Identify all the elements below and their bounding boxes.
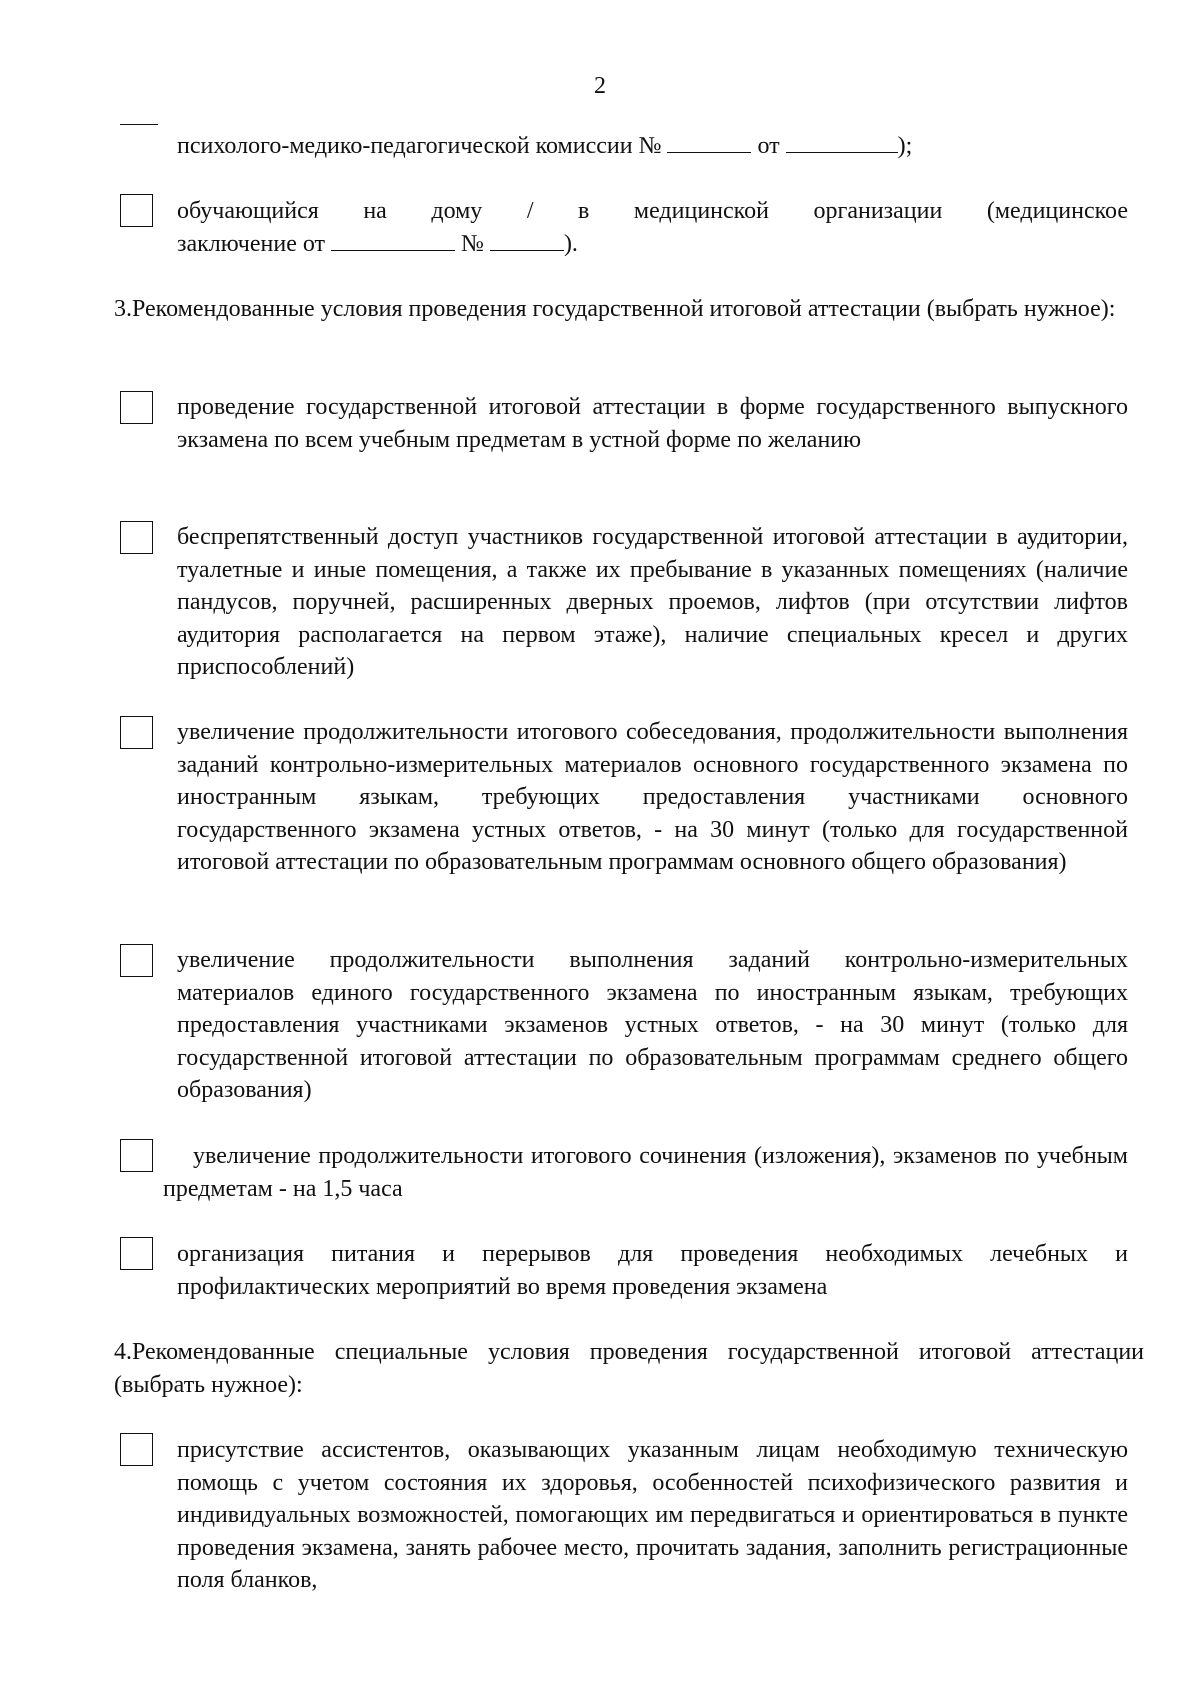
s3-item-5: увеличение продолжительности итогового сочинения (изложения), экзаменов по учебным предметам - на 1,5 часа <box>163 1143 1128 1202</box>
commission-line <box>177 130 1128 163</box>
s3-item-6: организация питания и перерывов для проведения необходимых лечебных и профилактических мероприятий во время проведения экзамена <box>177 1241 1128 1300</box>
commission-close-text: ); <box>897 133 913 159</box>
s3-item-1: проведение государственной итоговой аттестации в форме государственного выпускного экзамена по всем учебным предметам в устной форме по желанию <box>177 394 1128 453</box>
conclusion-date-blank[interactable] <box>331 228 455 251</box>
home-text-line2 <box>177 228 1128 261</box>
s3-checkbox-5[interactable] <box>120 1139 153 1172</box>
page-number: 2 <box>594 73 606 99</box>
s4-checkbox-1[interactable] <box>120 1433 153 1466</box>
conclusion-close-text: ). <box>563 230 578 257</box>
conclusion-number-blank[interactable] <box>490 228 564 251</box>
section3-heading: 3.Рекомендованные условия проведения государственной итоговой аттестации (выбрать нужное): <box>114 296 1116 322</box>
dash-marker <box>120 124 158 125</box>
commission-from-label: от <box>757 133 780 159</box>
s3-item-3: увеличение продолжительности итогового собеседования, продолжительности выполнения заданий контрольно-измерительных материалов основного государственного экзамена по иностранным языкам, требующих предоставления участниками основного государственного экзамена устных ответов, - на 30 минут (только для государственной итоговой аттестации по образовательным программам основного общего образования) <box>177 719 1128 875</box>
s3-checkbox-1[interactable] <box>120 391 153 424</box>
s3-item-2: беспрепятственный доступ участников государственной итоговой аттестации в аудитории, туалетные и иные помещения, а также их пребывание в указанных помещениях (наличие пандусов, поручней, расширенных дверных проемов, лифтов (при отсутствии лифтов аудитория располагается на первом этаже), наличие специальных кресел и других приспособлений) <box>177 524 1128 680</box>
s4-item-1: присутствие ассистентов, оказывающих указанным лицам необходимую техническую помощь с учетом состояния их здоровья, особенностей психофизического развития и индивидуальных возможностей, помогающих им передвигаться и ориентироваться в пункте проведения экзамена, занять рабочее место, прочитать задания, заполнить регистрационные поля бланков, <box>177 1437 1128 1593</box>
conclusion-label: заключение от <box>177 230 326 257</box>
home-checkbox[interactable] <box>120 194 153 227</box>
s3-checkbox-3[interactable] <box>120 716 153 749</box>
home-item <box>177 195 1128 260</box>
commission-text: психолого-медико-педагогической комиссии № <box>177 133 662 159</box>
s3-checkbox-6[interactable] <box>120 1237 153 1270</box>
commission-date-blank[interactable] <box>786 130 898 153</box>
s3-checkbox-4[interactable] <box>120 944 153 977</box>
commission-number-blank[interactable] <box>667 130 751 153</box>
s3-checkbox-2[interactable] <box>120 521 153 554</box>
section4-heading: 4.Рекомендованные специальные условия проведения государственной итоговой аттестации (выбрать нужное): <box>114 1339 1144 1398</box>
s3-item-4: увеличение продолжительности выполнения заданий контрольно-измерительных материалов единого государственного экзамена по иностранным языкам, требующих предоставления участниками экзаменов устных ответов, - на 30 минут (только для государственной итоговой аттестации по образовательным программам среднего общего образования) <box>177 947 1128 1103</box>
home-text-line1: обучающийся на дому / в медицинской организации (медицинское <box>177 198 1128 224</box>
conclusion-number-label: № <box>461 230 484 257</box>
